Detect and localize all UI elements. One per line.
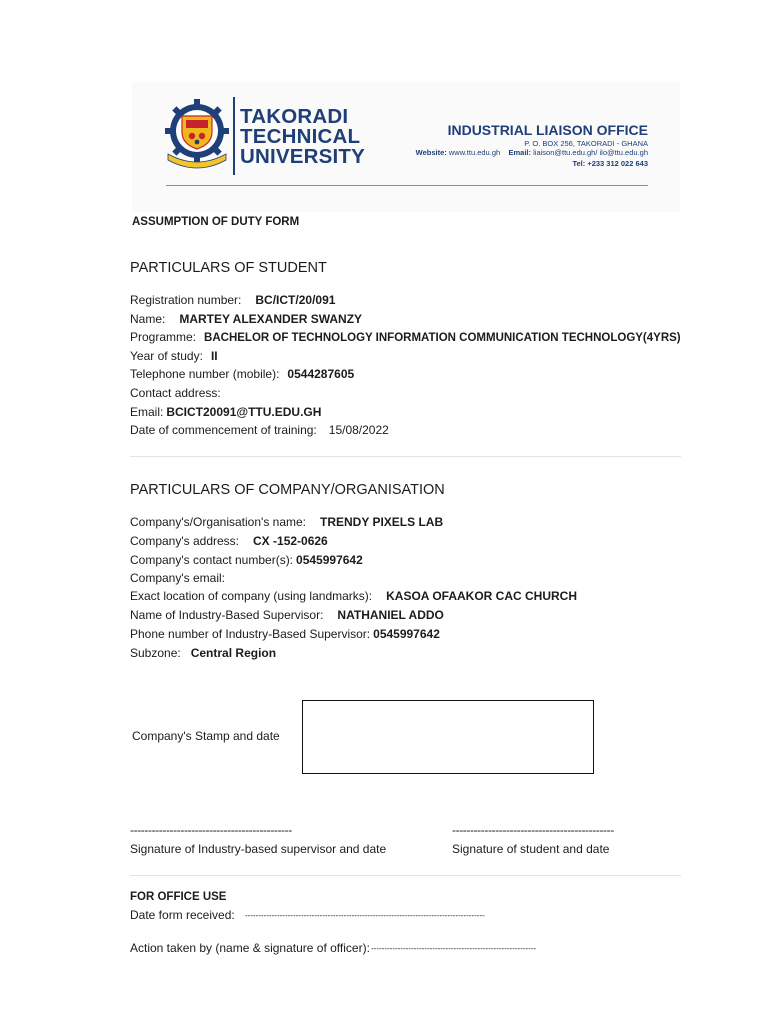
field-value: MARTEY ALEXANDER SWANZY	[179, 312, 363, 326]
field-subzone	[130, 646, 276, 660]
field-label: Company's address:	[130, 534, 240, 548]
field-company-location	[130, 589, 577, 603]
office-tel	[572, 159, 648, 168]
form-title: ASSUMPTION OF DUTY FORM	[132, 216, 300, 228]
action-taken-line: --------------------------------------------------------------	[371, 944, 537, 953]
field-company-address	[130, 534, 328, 548]
field-registration-number	[130, 293, 335, 307]
field-label: Company's contact number(s):	[130, 553, 294, 567]
university-name-line-1: TAKORADI	[240, 105, 349, 128]
company-section-heading: PARTICULARS OF COMPANY/ORGANISATION	[130, 482, 445, 498]
tel-number: +233 312 022 643	[587, 159, 648, 168]
field-year-of-study	[130, 349, 218, 363]
date-received-line: ------------------------------------------------------------------------------------------	[245, 911, 485, 920]
field-value: BC/ICT/20/091	[255, 293, 336, 307]
university-name-line-2: TECHNICAL	[240, 125, 361, 148]
field-value: TRENDY PIXELS LAB	[320, 515, 444, 529]
field-supervisor-phone	[130, 627, 440, 641]
field-company-name	[130, 515, 443, 529]
field-telephone	[130, 367, 354, 381]
field-label: Registration number:	[130, 293, 242, 307]
field-company-contact	[130, 553, 363, 567]
field-label: Year of study:	[130, 349, 203, 363]
field-label: Phone number of Industry-Based Supervisor:	[130, 627, 371, 641]
date-received-label: Date form received:	[130, 908, 235, 922]
university-name-line-3: UNIVERSITY	[240, 145, 366, 168]
website-label: Website:	[415, 148, 447, 157]
field-value: 0544287605	[287, 367, 355, 381]
field-value: NATHANIEL ADDO	[337, 608, 444, 622]
field-label: Programme:	[130, 330, 197, 344]
office-use-heading: FOR OFFICE USE	[130, 891, 227, 903]
field-label: Email:	[130, 405, 164, 419]
student-section-heading: PARTICULARS OF STUDENT	[130, 260, 327, 276]
field-label: Company's email:	[130, 571, 225, 585]
email-label: Email:	[508, 148, 532, 157]
field-value: Central Region	[190, 646, 277, 660]
field-programme	[130, 330, 681, 345]
tel-label: Tel:	[572, 159, 586, 168]
student-signature-label: Signature of student and date	[452, 842, 610, 856]
website-link[interactable]: www.ttu.edu.gh	[448, 148, 501, 157]
section-divider	[130, 456, 681, 457]
field-label: Subzone:	[130, 646, 181, 660]
field-email	[130, 405, 321, 419]
student-signature-line: ---------------------------------------------	[452, 823, 614, 837]
stamp-label: Company's Stamp and date	[132, 729, 280, 743]
field-label: Telephone number (mobile):	[130, 367, 280, 381]
field-value: 0545997642	[373, 627, 440, 641]
field-label: Name:	[130, 312, 166, 326]
field-supervisor-name	[130, 608, 444, 622]
logo-divider	[233, 97, 235, 175]
field-value: BCICT20091@TTU.EDU.GH	[166, 405, 322, 419]
field-label: Date of commencement of training:	[130, 423, 317, 437]
field-value: 15/08/2022	[328, 423, 389, 437]
field-commencement-date	[130, 423, 389, 437]
field-label: Name of Industry-Based Supervisor:	[130, 608, 324, 622]
field-student-name	[130, 312, 362, 326]
supervisor-signature-line: ---------------------------------------------	[130, 823, 292, 837]
office-po-box: P. O. BOX 256, TAKORADI - GHANA	[524, 139, 648, 148]
field-value: CX -152-0626	[253, 534, 328, 548]
section-divider	[130, 875, 681, 876]
field-label: Company's/Organisation's name:	[130, 515, 306, 529]
field-company-email	[130, 571, 233, 585]
field-value: II	[210, 349, 218, 363]
office-email-link[interactable]: liaison@ttu.edu.gh/ ilo@ttu.edu.gh	[533, 148, 648, 157]
field-label: Exact location of company (using landmarks):	[130, 589, 373, 603]
field-value: 0545997642	[296, 553, 363, 567]
office-title: INDUSTRIAL LIAISON OFFICE	[447, 122, 648, 138]
action-taken-label: Action taken by (name & signature of officer):	[130, 941, 370, 955]
stamp-box	[302, 700, 594, 774]
field-value: KASOA OFAAKOR CAC CHURCH	[386, 589, 577, 603]
field-contact-address	[130, 386, 229, 400]
header-rule	[166, 185, 648, 186]
supervisor-signature-label: Signature of Industry-based supervisor and date	[130, 842, 387, 856]
office-web-email	[416, 148, 648, 157]
university-crest-logo	[162, 98, 232, 170]
field-value: BACHELOR OF TECHNOLOGY INFORMATION COMMUNICATION TECHNOLOGY(4YRS)	[204, 332, 681, 344]
field-label: Contact address:	[130, 386, 221, 400]
